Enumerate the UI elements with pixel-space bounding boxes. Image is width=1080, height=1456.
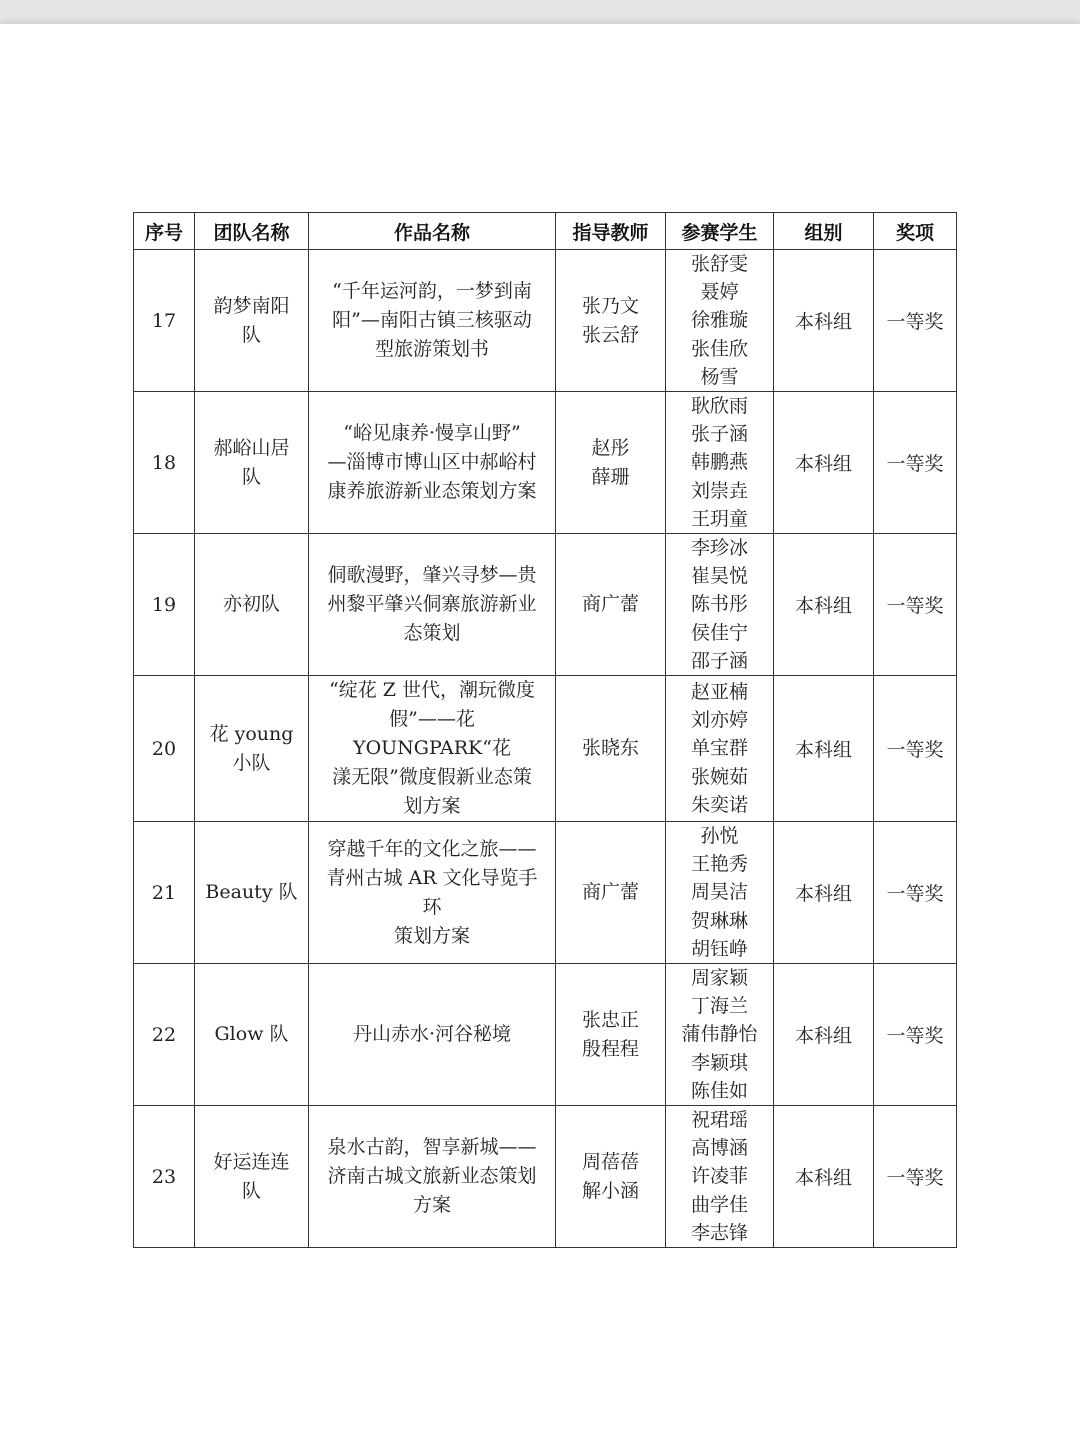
row-number-cell: 17 [134,250,195,392]
header-team: 团队名称 [195,213,309,250]
work-title-cell [309,534,556,676]
student-name: 胡钰峥 [690,937,748,960]
teacher-name: 殷程程 [581,1037,639,1060]
work-title-cell [309,250,556,392]
team-name-line: 小队 [232,751,271,774]
work-title-line: “绽花 Z 世代，潮玩微度 [329,679,535,702]
table-row [134,964,957,1106]
award-cell: 一等奖 [874,392,957,534]
teacher-name: 张忠正 [581,1008,639,1031]
row-number-cell: 23 [134,1106,195,1248]
student-name: 侯佳宁 [690,621,748,644]
award-cell: 一等奖 [874,676,957,822]
table-row [134,822,957,964]
group-cell: 本科组 [774,392,874,534]
group-cell: 本科组 [774,534,874,676]
work-title-line: 青州古城 AR 文化导览手环 [326,866,538,918]
work-title-cell [309,1106,556,1248]
work-title-cell [309,964,556,1106]
table-row [134,676,957,822]
work-title-cell [309,392,556,534]
students-cell [666,534,774,676]
group-cell: 本科组 [774,676,874,822]
table-row [134,250,957,392]
student-name: 邵子涵 [690,649,748,672]
team-name-cell [195,964,309,1106]
student-name: 聂婷 [700,281,739,304]
work-title-line: 丹山赤水·河谷秘境 [352,1023,512,1046]
teachers-cell [556,964,666,1106]
award-cell: 一等奖 [874,1106,957,1248]
student-name: 许凌菲 [690,1165,748,1188]
student-name: 王艳秀 [690,853,748,876]
student-name: 李志锋 [690,1221,748,1244]
teacher-name: 商广蕾 [581,881,639,904]
student-name: 周昊洁 [690,881,748,904]
team-name-cell [195,250,309,392]
header-teachers: 指导教师 [556,213,666,250]
team-name-line: 队 [241,465,261,488]
work-title-line: 泉水古韵，智享新城—— [327,1136,537,1159]
student-name: 张婉茹 [690,765,748,788]
student-name: 刘崇垚 [690,479,748,502]
header-award: 奖项 [874,213,957,250]
work-title-line: 假”——花 YOUNGPARK“花 [353,708,511,760]
work-title-line: 济南古城文旅新业态策划 [327,1165,537,1188]
student-name: 祝珺瑶 [690,1109,748,1132]
work-title-line: 态策划 [403,622,461,645]
teachers-cell [556,822,666,964]
award-cell: 一等奖 [874,822,957,964]
student-name: 刘亦婷 [690,709,748,732]
team-name-line: 好运连连 [213,1150,290,1173]
student-name: 蒲伟静怡 [681,1023,758,1046]
student-name: 李珍冰 [690,537,748,560]
team-name-cell [195,1106,309,1248]
student-name: 张舒雯 [690,253,748,275]
students-cell [666,964,774,1106]
row-number-cell: 22 [134,964,195,1106]
students-cell [666,250,774,392]
student-name: 韩鹏燕 [690,451,748,474]
teacher-name: 薛珊 [591,465,630,488]
header-no: 序号 [134,213,195,250]
row-number-cell: 20 [134,676,195,822]
student-name: 王玥童 [690,507,748,530]
students-cell [666,676,774,822]
team-name-line: 郝峪山居 [213,436,290,459]
work-title-line: 方案 [412,1194,451,1217]
students-cell [666,392,774,534]
student-name: 李颖琪 [690,1051,748,1074]
teacher-name: 解小涵 [581,1179,639,1202]
team-name-line: 亦初队 [222,593,280,616]
work-title-line: 漾无限”微度假新业态策 [332,766,532,789]
teacher-name: 赵彤 [591,436,630,459]
header-group: 组别 [774,213,874,250]
work-title-line: —淄博市博山区中郝峪村 [327,451,537,474]
work-title-cell [309,822,556,964]
student-name: 徐雅璇 [690,309,748,332]
team-name-cell [195,822,309,964]
teachers-cell [556,1106,666,1248]
row-number-cell: 21 [134,822,195,964]
student-name: 张佳欣 [690,337,748,360]
student-name: 贺琳琳 [690,909,748,932]
work-title-line: “峪见康养·慢享山野” [343,422,521,445]
student-name: 朱奕诺 [690,793,748,816]
team-name-line: Glow 队 [214,1023,289,1046]
row-number-cell: 18 [134,392,195,534]
work-title-line: “千年运河韵，一梦到南 [332,280,532,302]
row-number-cell: 19 [134,534,195,676]
teachers-cell [556,676,666,822]
students-cell [666,822,774,964]
student-name: 曲学佳 [690,1193,748,1216]
document-page [0,24,1080,1456]
student-name: 陈书彤 [690,593,748,616]
table-row [134,534,957,676]
awards-table [133,212,957,1248]
work-title-line: 策划方案 [393,924,470,947]
student-name: 张子涵 [690,423,748,446]
team-name-line: Beauty 队 [205,881,298,904]
work-title-line: 州黎平肇兴侗寨旅游新业 [327,593,537,616]
group-cell: 本科组 [774,250,874,392]
student-name: 赵亚楠 [690,681,748,704]
student-name: 单宝群 [690,737,748,760]
teacher-name: 商广蕾 [581,593,639,616]
teacher-name: 张云舒 [581,323,639,346]
student-name: 孙悦 [700,825,739,848]
team-name-line: 队 [241,323,261,346]
student-name: 高博涵 [690,1137,748,1160]
group-cell: 本科组 [774,964,874,1106]
teachers-cell [556,392,666,534]
work-title-line: 型旅游策划书 [374,338,489,360]
student-name: 丁海兰 [690,995,748,1018]
award-cell: 一等奖 [874,964,957,1106]
work-title-line: 侗歌漫野，肇兴寻梦—贵 [327,564,537,587]
teacher-name: 周蓓蓓 [581,1150,639,1173]
group-cell: 本科组 [774,1106,874,1248]
work-title-cell [309,676,556,822]
student-name: 周家颖 [690,967,748,990]
students-cell [666,1106,774,1248]
header-students: 参赛学生 [666,213,774,250]
student-name: 陈佳如 [690,1079,748,1102]
table-body [134,250,957,1248]
teachers-cell [556,250,666,392]
teachers-cell [556,534,666,676]
work-title-line: 康养旅游新业态策划方案 [327,480,537,503]
student-name: 耿欣雨 [690,395,748,418]
header-work: 作品名称 [309,213,556,250]
team-name-cell [195,534,309,676]
table-row [134,1106,957,1248]
team-name-line: 队 [241,1179,261,1202]
work-title-line: 阳”—南阳古镇三核驱动 [332,309,532,331]
team-name-cell [195,392,309,534]
work-title-line: 穿越千年的文化之旅—— [327,837,537,860]
teacher-name: 张晓东 [581,737,639,760]
team-name-cell [195,676,309,822]
student-name: 崔昊悦 [690,565,748,588]
teacher-name: 张乃文 [581,294,639,317]
work-title-line: 划方案 [403,795,461,818]
team-name-line: 花 young [209,722,294,745]
award-cell: 一等奖 [874,534,957,676]
table-row [134,392,957,534]
award-cell: 一等奖 [874,250,957,392]
team-name-line: 韵梦南阳 [213,294,290,317]
header-row [134,213,957,250]
student-name: 杨雪 [700,365,739,388]
group-cell: 本科组 [774,822,874,964]
